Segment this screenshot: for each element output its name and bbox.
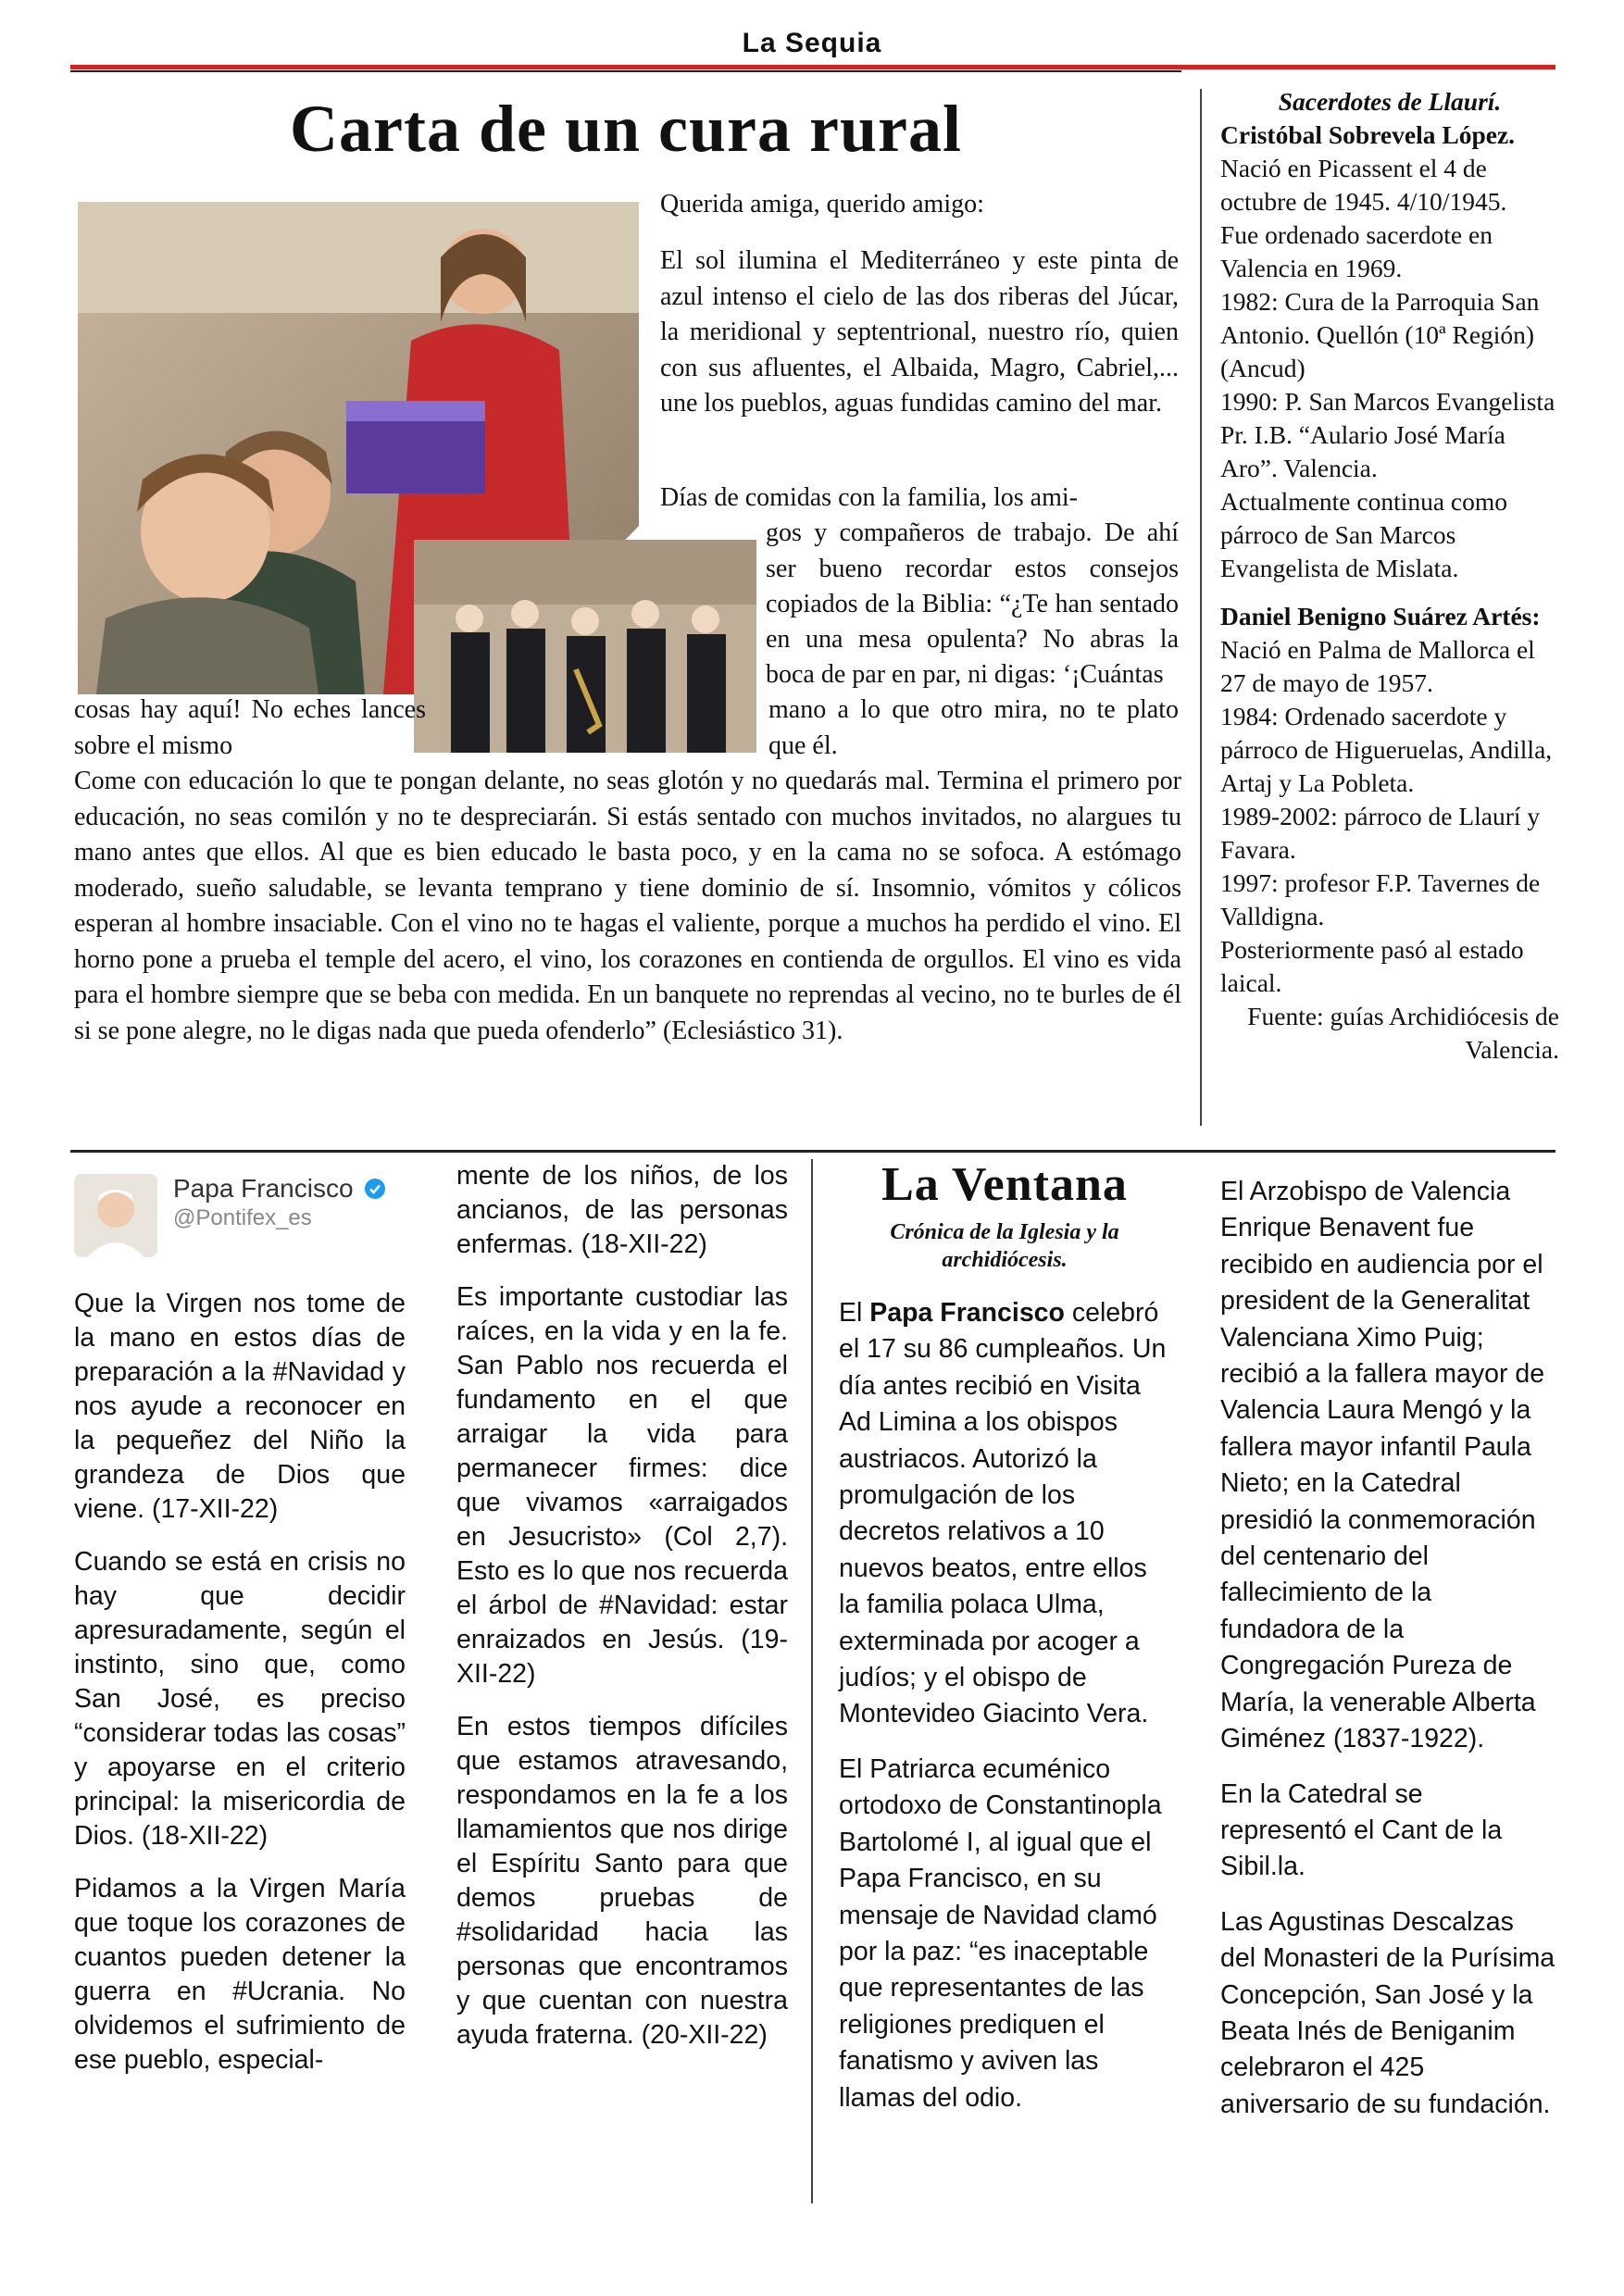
tweet: Que la Virgen nos tome de la mano en estos días de preparación a la #Navidad y nos ayude a reconocer en la pequeñez del Niño la grandeza de Dios que viene. (17-XII-22) [74,1289,406,1524]
priest-2-line: 1997: profesor F.P. Tavernes de Valldigna. [1220,868,1541,930]
section-divider [70,1150,1555,1153]
article-paragraph-2-lead: Días de comidas con la familia, los ami- [660,483,1078,512]
priest-2-line: 1984: Ordenado sacerdote y párroco de Higueruelas, Andilla, Artaj y La Pobleta. [1220,702,1553,797]
article-paragraph-2 [660,480,1179,693]
ventana-p1-prefix: El [839,1298,870,1328]
priest-1-line: Actualmente continua como párroco de San Marcos Evangelista de Mislata. [1220,487,1508,582]
priest-1-line: Nació en Picassent el 4 de octubre de 1945. 4/10/1945. [1220,154,1507,216]
article-title: Carta de un cura rural [290,92,962,166]
article-paragraph-2-wrap: gos y compañeros de trabajo. De ahí ser bueno recordar estos consejos copiados de la Biblia: “¿Te han sentado en una mesa opulenta? No abras la boca de par en par, ni digas: ‘¡Cuántas [766,518,1179,690]
header-black-rule [70,70,1181,72]
ventana-p1-bold: Papa Francisco [869,1298,1065,1328]
tweet: Es importante custodiar las raíces, en la vida y en la fe. San Pablo nos recuerda el fundamento en el que arraigar la vida para permanecer firmes: dice que vivamos «arraigados en Jesucristo» (Col 2,7). Esto es lo que nos recuerda el árbol de #Navidad: estar enraizados en Jesús. (19-XII-22) [456,1282,788,1689]
column-rule [811,1159,813,2203]
article-wrap-right: mano a lo que otro mira, no te plato que él. [768,695,1179,760]
ventana-paragraph [839,1295,1170,1733]
ventana-paragraph: El Arzobispo de Valencia Enrique Benavent fue recibido en audiencia por el president de la Generalitat Valenciana Ximo Puig; recibió a la fallera mayor de Valencia Laura Mengó y la fallera mayor infantil Paula Nieto; en la Catedral presidió la conmemoración del centenario del fallecimiento de la fundadora de la Congregación Pureza de María, la venerable Alberta Giménez (1837-1922). [1220,1177,1545,1754]
tweet: Pidamos a la Virgen María que toque los corazones de cuantos pueden detener la guerra en #Ucrania. No olvidemos el sufrimiento de ese pueblo, especial- [74,1874,406,2075]
ventana-paragraph: El Patriarca ecuménico ortodoxo de Constantinopla Bartolomé I, al igual que el Papa Francisco, en su mensaje de Navidad clamó por la paz: “es inaceptable que representantes de las religiones prediquen el fanatismo y aviven las llamas del odio. [839,1753,1162,2113]
sidebar-source: Fuente: guías Archidiócesis de Valencia. [1247,1002,1559,1064]
sidebar-rule [1200,89,1202,1126]
priest-2-line: 1989-2002: párroco de Llaurí y Favara. [1220,802,1541,864]
priest-1-line: Fue ordenado sacerdote en Valencia en 1969. [1220,220,1493,282]
priest-1-name: Cristóbal Sobrevela López. [1220,120,1516,149]
article-wrap-left: cosas hay aquí! No eches lances sobre el mismo [74,695,426,760]
ventana-column-2 [1220,1174,1555,2123]
twitter-display-name [173,1174,386,1204]
priest-2-line: Posteriormente pasó al estado laical. [1220,935,1524,997]
priest-1-line: 1982: Cura de la Parroquia San Antonio. Quellón (10ª Región) (Ancud) [1220,287,1540,382]
article-paragraph-1: El sol ilumina el Mediterráneo y este pinta de azul intenso el cielo de las dos riberas del Júcar, la meridional y septentrional, nuestro río, quien con sus afluentes, el Albaida, Magro, Cabriel,... une los pueblos, aguas fundidas camino del mar. [660,246,1179,418]
twitter-name-text: Papa Francisco [173,1174,354,1203]
ventana-column-1 [839,1295,1170,2116]
priest-2-name: Daniel Benigno Suárez Artés: [1220,602,1541,630]
publication-name: La Sequia [742,28,882,58]
priests-sidebar [1220,85,1559,1067]
ventana-paragraph: Las Agustinas Descalzas del Monasteri de la Purísima Concepción, San José y la Beata Inés de Beniganim celebraron el 425 aniversario de su fundación. [1220,1906,1555,2119]
twitter-handle: @Pontifex_es [173,1205,312,1230]
tweet: En estos tiempos difíciles que estamos atravesando, respondamos en la fe a los llamamientos que nos dirige el Espíritu Santo para que demos pruebas de #solidaridad hacia las personas que encontramos y que cuentan con nuestra ayuda fraterna. (20-XII-22) [456,1712,788,2050]
ventana-title: La Ventana [881,1158,1128,1211]
header-red-rule [70,65,1555,69]
avatar [74,1174,157,1257]
tweets-column-2 [456,1159,788,2053]
article-body: Come con educación lo que te pongan delante, no seas glotón y no quedarás mal. Termina el primero por educación, no seas comilón y no te despreciarán. Si estás sentado con muchos invitados, no alargues tu mano antes que ellos. Al que es bien educado le basta poco, y en la cama no se sofoca. A estómago moderado, sueño saludable, se levanta temprano y tiene dominio de sí. Insomnio, vómitos y cólicos esperan al hombre insaciable. Con el vino no te hagas el valiente, porque a muchos ha perdido el vino. El horno pone a prueba el temple del acero, el vino, los corazones en contienda de orgullos. El vino es vida para el hombre siempre que se beba con medida. En un banquete no reprendas al vecino, no te burles de él si se pone alegre, no le digas nada que pueda ofenderlo” (Eclesiástico 31). [74,767,1181,1045]
verified-badge-icon [364,1178,386,1200]
tweet: Cuando se está en crisis no hay que decidir apresuradamente, según el instinto, sino que, como San José, es preciso “considerar todas las cosas” y apoyarse en el criterio principal: la misericordia de Dios. (18-XII-22) [74,1547,406,1851]
ventana-subtitle: Crónica de la Iglesia y la archidiócesis. [890,1220,1119,1272]
ventana-paragraph: En la Catedral se representó el Cant de la Sibil.la. [1220,1778,1503,1882]
ventana-p1-rest: celebró el 17 su 86 cumpleaños. Un día antes recibió en Visita Ad Limina a los obispos austriacos. Autorizó la promulgación de los decretos relativos a 10 nuevos beatos, entre ellos la familia polaca Ulma, exterminada por acoger a judíos; y el obispo de Montevideo Giacinto Vera. [839,1298,1167,1729]
article-greeting: Querida amiga, querido amigo: [660,190,984,218]
tweet: mente de los niños, de los ancianos, de las personas enfermas. (18-XII-22) [456,1161,788,1259]
tweets-column-1 [74,1287,406,2078]
priest-2-line: Nació en Palma de Mallorca el 27 de mayo de 1957. [1220,635,1535,697]
priest-1-line: 1990: P. San Marcos Evangelista Pr. I.B. “Aulario José María Aro”. Valencia. [1220,387,1555,482]
sidebar-heading: Sacerdotes de Llaurí. [1278,87,1502,116]
